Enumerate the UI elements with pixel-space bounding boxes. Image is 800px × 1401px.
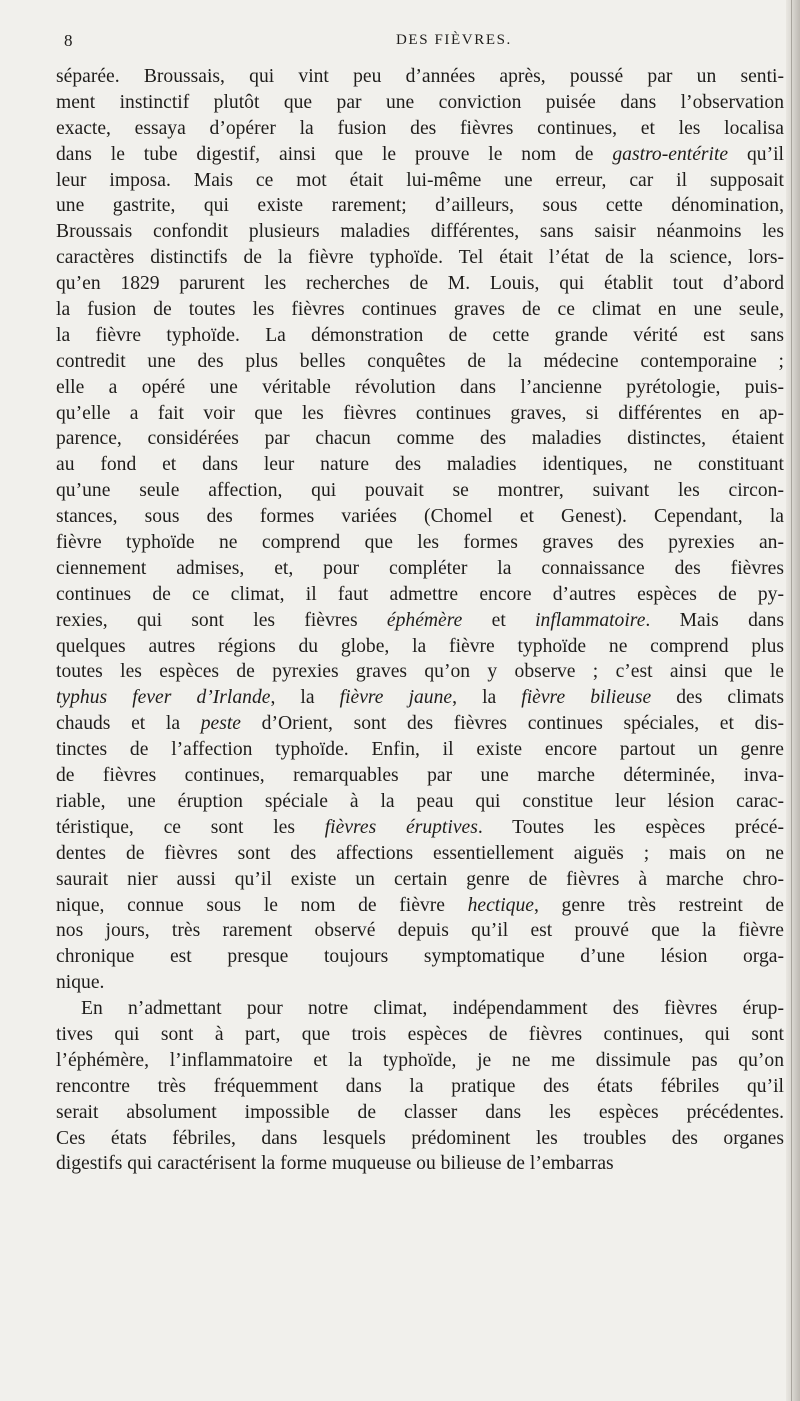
text-line bbox=[56, 478, 784, 504]
text-segment: , genre très restreint de bbox=[533, 894, 785, 916]
text-segment: la fusion de toutes les fièvres continues graves de ce climat en une seule, bbox=[56, 299, 784, 321]
text-segment: tives qui sont à part, que trois espèces de fièvres continues, qui sont bbox=[56, 1023, 784, 1045]
text-line bbox=[56, 271, 784, 297]
text-segment: continues de ce climat, il faut admettre encore d’autres espèces de py- bbox=[56, 583, 784, 605]
text-line bbox=[56, 556, 784, 582]
text-segment: dentes de fièvres sont des affections essentiellement aiguës ; mais on ne bbox=[56, 842, 784, 864]
text-segment: de fièvres continues, remarquables par une marche déterminée, inva- bbox=[56, 765, 784, 787]
text-line bbox=[56, 659, 784, 685]
text-segment: ciennement admises, et, pour compléter la connaissance des fièvres bbox=[56, 557, 784, 579]
text-segment: fièvre typhoïde ne comprend que les formes graves des pyrexies an- bbox=[56, 532, 784, 554]
text-line bbox=[56, 789, 784, 815]
text-segment: au fond et dans leur nature des maladies identiques, ne constituant bbox=[56, 454, 784, 476]
text-line bbox=[56, 711, 784, 737]
text-segment: qu’elle a fait voir que les fièvres continues graves, si différentes en ap- bbox=[56, 402, 784, 424]
text-line bbox=[56, 970, 784, 996]
text-line bbox=[56, 426, 784, 452]
text-line bbox=[56, 685, 784, 711]
italic-text: gastro-entérite bbox=[612, 143, 729, 165]
text-segment: qu’une seule affection, qui pouvait se montrer, suivant les circon- bbox=[56, 480, 784, 502]
text-line bbox=[56, 763, 784, 789]
text-segment: rencontre très fréquemment dans la pratique des états fébriles qu’il bbox=[56, 1075, 784, 1097]
text-line bbox=[56, 944, 784, 970]
text-line bbox=[56, 375, 784, 401]
text-line bbox=[56, 219, 784, 245]
text-line bbox=[56, 323, 784, 349]
text-segment: ment instinctif plutôt que par une conviction puisée dans l’observation bbox=[56, 91, 784, 113]
text-segment: toutes les espèces de pyrexies graves qu’on y observe ; c’est ainsi que le bbox=[56, 661, 784, 683]
text-segment: l’éphémère, l’inflammatoire et la typhoïde, je ne me dissimule pas qu’on bbox=[56, 1049, 784, 1071]
page-edge bbox=[786, 0, 800, 1401]
text-segment: rexies, qui sont les fièvres bbox=[56, 609, 387, 631]
text-segment: parence, considérées par chacun comme des maladies distinctes, étaient bbox=[56, 428, 784, 450]
text-segment: saurait nier aussi qu’il existe un certain genre de fièvres à marche chro- bbox=[56, 868, 784, 890]
italic-text: inflammatoire bbox=[535, 609, 646, 631]
text-line bbox=[56, 116, 784, 142]
text-segment: caractères distinctifs de la fièvre typhoïde. Tel était l’état de la science, lors- bbox=[56, 247, 784, 269]
text-segment: chronique est presque toujours symptomatique d’une lésion orga- bbox=[56, 946, 784, 968]
text-segment: quelques autres régions du globe, la fièvre typhoïde ne comprend plus bbox=[56, 635, 784, 657]
text-segment: et bbox=[462, 609, 536, 631]
text-segment: téristique, ce sont les bbox=[56, 816, 325, 838]
text-line bbox=[56, 737, 784, 763]
text-line bbox=[56, 297, 784, 323]
text-line bbox=[56, 841, 784, 867]
text-segment: riable, une éruption spéciale à la peau qui constitue leur lésion carac- bbox=[56, 790, 784, 812]
text-line bbox=[56, 918, 784, 944]
text-line bbox=[56, 349, 784, 375]
text-line bbox=[56, 815, 784, 841]
italic-text: fièvres éruptives bbox=[324, 816, 478, 838]
text-segment: nique, connue sous le nom de fièvre bbox=[56, 894, 468, 916]
text-segment: nos jours, très rarement observé depuis qu’il est prouvé que la fièvre bbox=[56, 920, 784, 942]
text-segment: Broussais confondit plusieurs maladies différentes, sans saisir néanmoins les bbox=[56, 221, 784, 243]
text-line bbox=[56, 452, 784, 478]
text-segment: , la bbox=[452, 687, 522, 709]
text-line bbox=[56, 245, 784, 271]
italic-text: fièvre bilieuse bbox=[521, 687, 652, 709]
text-segment: contredit une des plus belles conquêtes de la médecine contemporaine ; bbox=[56, 350, 784, 372]
text-segment: séparée. Broussais, qui vint peu d’années après, poussé par un senti- bbox=[56, 66, 784, 87]
text-line bbox=[56, 1151, 784, 1177]
text-line bbox=[56, 1126, 784, 1152]
text-segment: qu’en 1829 parurent les recherches de M. Louis, qui établit tout d’abord bbox=[56, 273, 784, 295]
text-line bbox=[56, 634, 784, 660]
text-segment: stances, sous des formes variées (Chomel et Genest). Cependant, la bbox=[56, 506, 784, 528]
text-segment: qu’il bbox=[728, 143, 784, 165]
text-line bbox=[56, 1048, 784, 1074]
text-segment: Ces états fébriles, dans lesquels prédominent les troubles des organes bbox=[56, 1127, 784, 1149]
text-segment: la fièvre typhoïde. La démonstration de cette grande vérité est sans bbox=[56, 324, 784, 346]
text-segment: dans le tube digestif, ainsi que le prouve le nom de bbox=[56, 143, 613, 165]
text-line bbox=[56, 1100, 784, 1126]
page-header bbox=[56, 31, 756, 55]
text-segment: En n’admettant pour notre climat, indépendamment des fièvres érup- bbox=[81, 998, 784, 1020]
text-line bbox=[56, 996, 784, 1022]
italic-text: typhus fever d’Irlande bbox=[56, 687, 271, 709]
italic-text: hectique bbox=[467, 894, 534, 916]
text-line bbox=[56, 582, 784, 608]
page-edge-shadow bbox=[791, 0, 792, 1401]
text-line bbox=[56, 504, 784, 530]
italic-text: fièvre jaune bbox=[339, 687, 453, 709]
text-segment: . Toutes les espèces précé- bbox=[477, 816, 784, 838]
text-segment: une gastrite, qui existe rarement; d’ailleurs, sous cette dénomination, bbox=[56, 195, 784, 217]
text-segment: exacte, essaya d’opérer la fusion des fièvres continues, et les localisa bbox=[56, 117, 784, 139]
italic-text: peste bbox=[200, 713, 241, 735]
text-line bbox=[56, 1022, 784, 1048]
text-segment: nique. bbox=[56, 972, 105, 994]
text-line bbox=[56, 64, 784, 90]
text-segment: serait absolument impossible de classer dans les espèces précédentes. bbox=[56, 1101, 784, 1123]
text-line bbox=[56, 608, 784, 634]
page-number: 8 bbox=[64, 31, 73, 50]
text-line bbox=[56, 193, 784, 219]
text-segment: d’Orient, sont des fièvres continues spéciales, et dis- bbox=[240, 713, 784, 735]
text-segment: , la bbox=[270, 687, 340, 709]
text-line bbox=[56, 867, 784, 893]
running-head: DES FIÈVRES. bbox=[396, 32, 512, 48]
text-line bbox=[56, 893, 784, 919]
text-line bbox=[56, 530, 784, 556]
text-segment: tinctes de l’affection typhoïde. Enfin, il existe encore partout un genre bbox=[56, 739, 784, 761]
text-segment: leur imposa. Mais ce mot était lui-même une erreur, car il supposait bbox=[56, 169, 784, 191]
italic-text: éphémère bbox=[386, 609, 463, 631]
text-segment: des climats bbox=[651, 687, 785, 709]
text-line bbox=[56, 401, 784, 427]
text-segment: chauds et la bbox=[56, 713, 201, 735]
text-segment: . Mais dans bbox=[645, 609, 784, 631]
text-segment: digestifs qui caractérisent la forme muqueuse ou bilieuse de l’embarras bbox=[56, 1153, 614, 1175]
text-line bbox=[56, 168, 784, 194]
text-segment: elle a opéré une véritable révolution dans l’ancienne pyrétologie, puis- bbox=[56, 376, 784, 398]
text-line bbox=[56, 90, 784, 116]
body-text bbox=[56, 64, 784, 1177]
text-line bbox=[56, 1074, 784, 1100]
text-line bbox=[56, 142, 784, 168]
